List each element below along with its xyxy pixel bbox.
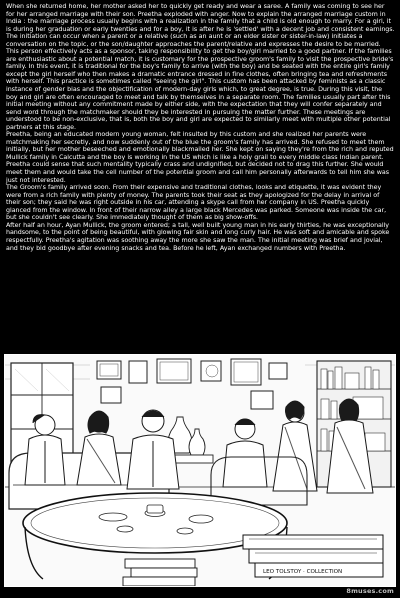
watermark: 8muses.com (346, 587, 394, 595)
story-paragraph: After half an hour, Ayan Mullick, the groom entered; a tall, well built young man in his early thirties, he was exceptionally handsome, to the point of being beautiful, with glowing fair skin and long curly hair. He was soft and amicable and spoke respectfully. Preetha's agitation was soothing away the more she saw the man. The initial meeting was brief and jovial, and they bid goodbye after evening snacks and tea. Before he left, Ayan exchanged numbers with Preetha. (6, 221, 390, 252)
comic-panel-living-room (4, 354, 396, 587)
story-paragraph: When she returned home, her mother asked her to quickly get ready and wear a saree. A family was coming to see her for her arranged marriage with their son. Preetha exploded with anger. Now to explain the arranged marriage custom in India : the marriage process usually begins with a realization in the family that a child is old enough to marry. For a girl, it is during her graduation or early twenties and for a boy, it is after he is 'settled' with a decent job and consistent earnings. The initiation can occur when a parent or a relative (such as an aunt or an elder sister or sister-in-law) initiates a conversation on the topic, or the son/daughter approaches the parent/relative and expresses the desire to be married. This person effectively acts as a sponsor, taking responsibility to get the boy/girl married to a good partner. If the families are enthusiastic about a potential match, it is customary for the prospective groom's family to visit the prospective bride's family. In this event, it is traditional for the boy's family to arrive (with the boy) and be seated with the entire girl's family except the girl herself who then makes a dramatic entrance dressed in fine clothes, often bringing tea and refreshments with herself. This practice is sometimes called "seeing the girl". This custom has been attacked by feminists as a classic instance of gender bias and the objectification of modern-day girls which, to great degree, is true. During this visit, the boy and girl are often encouraged to meet and talk by themselves in a separate room. The families usually part after this initial meeting without any commitment made by either side, with the expectation that they will confer separately and send word through the matchmaker should they be interested in pursuing the matter further. These meetings are understood to be non-exclusive, that is, both the boy and girl are expected to similarly meet with multiple other potential partners at this stage. (6, 3, 395, 131)
book-stack-left (123, 559, 197, 586)
story-paragraph: Preetha, being an educated modern young woman, felt insulted by this custom and she realized her parents were matchmaking her secretly, and now suddenly out of the blue the groom's family has arrived. She refused to meet them initially, but her mother beseeched and emotionally blackmailed her. She kept on saying they're from the rich and reputed Mullick family in Calcutta and the boy is working in the US which is like a holy grail to every middle class Indian parent. Preetha could sense that such mentality typically crass and undignified, but decided not to drag this further. She would meet them and would take the cell number of the potential groom and call him personally afterwards to tell him she was just not interested. (6, 131, 394, 184)
book-stack (243, 535, 383, 577)
story-text-block (6, 3, 395, 252)
living-room-illustration (5, 355, 395, 586)
book-spine-title: LEO TOLSTOY · COLLECTION (263, 569, 343, 575)
story-paragraph: The Groom's family arrived soon. From their expensive and traditional clothes, looks and etiquette, it was evident they were from a rich family with plenty of money. The parents took their seat as they apologized for the delay in arrival of their son; they said he was right outside in his car, attending a skype call from her company in US. Preetha quickly glanced from the window. In front of their narrow alley a large black Mercedes was parked. Someone was inside the car, but she couldn't see clearly. She immediately thought of them as big show-offs. (6, 184, 387, 222)
